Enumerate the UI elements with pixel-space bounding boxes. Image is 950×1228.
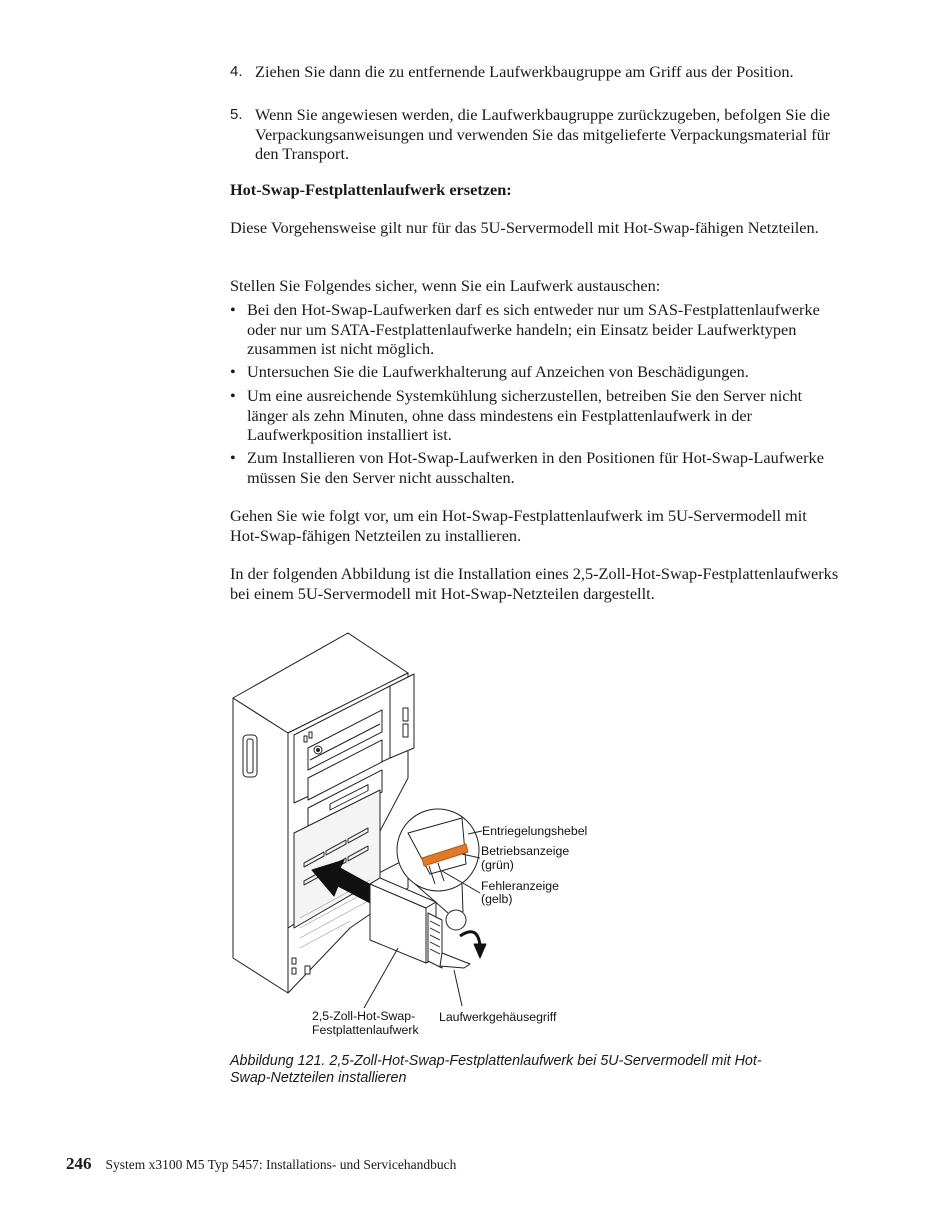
- step-number: 4.: [230, 63, 243, 80]
- bullet-item: • Untersuchen Sie die Laufwerkhalterung auf Anzeichen von Beschädigungen.: [230, 362, 840, 382]
- step-text: Ziehen Sie dann die zu entfernende Laufwerkbaugruppe am Griff aus der Position.: [255, 62, 794, 81]
- figure-caption: Abbildung 121. 2,5-Zoll-Hot-Swap-Festplattenlaufwerk bei 5U-Servermodell mit Hot-Swap-Netzteilen installieren: [230, 1053, 762, 1086]
- bullet-item: • Um eine ausreichende Systemkühlung sicherzustellen, betreiben Sie den Server nicht länger als zehn Minuten, ohne dass mindestens ein Festplattenlaufwerk in der Laufwerkposition installiert ist.: [230, 386, 840, 445]
- installation-figure: [230, 628, 610, 1048]
- figure-intro: In der folgenden Abbildung ist die Installation eines 2,5-Zoll-Hot-Swap-Festplattenlaufwerks bei einem 5U-Servermodell mit Hot-Swap-Netzteilen dargestellt.: [230, 564, 839, 603]
- document-title: System x3100 M5 Typ 5457: Installations- und Servicehandbuch: [105, 1157, 457, 1172]
- step-5: [230, 105, 840, 164]
- callout-tray-handle: Laufwerkgehäusegriff: [439, 1010, 557, 1024]
- procedure-intro: Gehen Sie wie folgt vor, um ein Hot-Swap-Festplattenlaufwerk im 5U-Servermodell mit Hot-Swap-fähigen Netzteilen zu installieren.: [230, 506, 807, 545]
- intro-paragraph: Diese Vorgehensweise gilt nur für das 5U-Servermodell mit Hot-Swap-fähigen Netzteilen.: [230, 218, 819, 237]
- page-number: 246: [66, 1154, 92, 1173]
- callout-fault-led: Fehleranzeige: [481, 879, 559, 893]
- bullet-item: • Zum Installieren von Hot-Swap-Laufwerken in den Positionen für Hot-Swap-Laufwerke müssen Sie den Server nicht ausschalten.: [230, 448, 840, 487]
- server-side-panel: [233, 698, 288, 993]
- callout-drive: 2,5-Zoll-Hot-Swap-: [312, 1009, 416, 1023]
- callout-fault-led-color: (gelb): [481, 892, 513, 906]
- callout-activity-led: Betriebsanzeige: [481, 844, 570, 858]
- section-heading: Hot-Swap-Festplattenlaufwerk ersetzen:: [230, 180, 512, 199]
- callout-activity-led-color: (grün): [481, 858, 514, 872]
- checklist-intro: Stellen Sie Folgendes sicher, wenn Sie ein Laufwerk austauschen:: [230, 276, 661, 295]
- bullet-item: • Bei den Hot-Swap-Laufwerken darf es sich entweder nur um SAS-Festplattenlaufwerke oder nur um SATA-Festplattenlaufwerke handeln; ein Einsatz beider Laufwerktypen zusammen ist nicht möglich.: [230, 300, 840, 359]
- step-4: [230, 62, 840, 82]
- step-number: 5.: [230, 106, 243, 123]
- page-footer: [66, 1154, 456, 1174]
- callout-drive-line2: Festplattenlaufwerk: [312, 1023, 419, 1037]
- bullet-text: Untersuchen Sie die Laufwerkhalterung auf Anzeichen von Beschädigungen.: [247, 362, 749, 381]
- callout-release-latch: Entriegelungshebel: [482, 824, 588, 838]
- bullet-text: Bei den Hot-Swap-Laufwerken darf es sich entweder nur um SAS-Festplattenlaufwerke oder nur um SATA-Festplattenlaufwerke handeln; ein Einsatz beider Laufwerktypen zusammen ist nicht möglich.: [247, 300, 820, 359]
- bullet-text: Zum Installieren von Hot-Swap-Laufwerken in den Positionen für Hot-Swap-Laufwerke müssen Sie den Server nicht ausschalten.: [247, 448, 824, 487]
- bullet-text: Um eine ausreichende Systemkühlung sicherzustellen, betreiben Sie den Server nicht länger als zehn Minuten, ohne dass mindestens ein Festplattenlaufwerk in der Laufwerkposition installiert ist.: [247, 386, 803, 445]
- step-text: Wenn Sie angewiesen werden, die Laufwerkbaugruppe zurückzugeben, befolgen Sie die Verpackungsanweisungen und verwenden Sie das mitgelieferte Verpackungsmaterial für den Transport.: [255, 105, 831, 164]
